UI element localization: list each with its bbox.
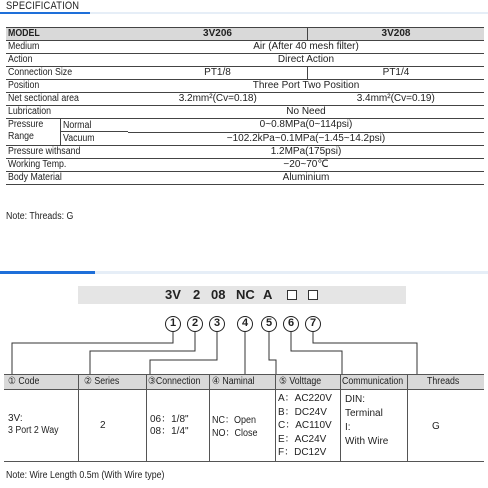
- header-connection: ③Connection: [148, 376, 201, 387]
- code-circle: 4: [237, 316, 253, 332]
- pressure-range-label-line1: Pressure: [8, 119, 44, 130]
- spec-title: SPECIFICATION: [6, 0, 80, 12]
- code-part-connection: 08: [211, 287, 226, 302]
- header-code: ① Code: [8, 376, 40, 387]
- code-value-line1: 3V:: [8, 413, 23, 424]
- connector-code: [12, 332, 173, 374]
- voltage-option: B：DC24V: [278, 406, 327, 418]
- spec-row-value: −102.2kPa~0.1MPa(−1.45~14.2psi): [128, 132, 484, 146]
- pressure-sub-vacuum: Vacuum: [63, 133, 95, 144]
- communication-option: With Wire: [345, 436, 389, 447]
- spec-row-value: 1.2MPa(175psi): [128, 146, 484, 159]
- spec-row-value-col2: PT1/4: [308, 67, 485, 80]
- connection-option: 08：1/4": [150, 426, 189, 437]
- header-threads: Threads: [427, 376, 460, 387]
- connector-threads: [313, 332, 417, 374]
- naminal-option: NC：Open: [212, 415, 257, 426]
- code-circle: 5: [261, 316, 277, 332]
- voltage-option: C：AC110V: [278, 420, 332, 431]
- pressure-sub-normal: Normal: [63, 120, 92, 131]
- communication-option: I:: [345, 422, 351, 433]
- header-naminal: ④ Naminal: [212, 376, 255, 387]
- col-divider: [340, 374, 341, 462]
- pressure-range-label-line2: Range: [8, 131, 34, 142]
- threads-value: G: [432, 421, 440, 432]
- spec-header-col1: 3V206: [128, 28, 308, 41]
- communication-option: Terminal: [345, 408, 383, 419]
- code-circle: 1: [165, 316, 181, 332]
- voltage-option: F：DC12V: [278, 447, 327, 458]
- code-circle: 6: [283, 316, 299, 332]
- col-divider: [209, 374, 210, 462]
- code-value-line2: 3 Port 2 Way: [8, 425, 59, 436]
- threads-note: Note: Threads: G: [6, 211, 74, 222]
- voltage-option: E：AC24V: [278, 433, 327, 445]
- spec-row-value-col1: 3.2mm²(Cv=0.18): [128, 93, 308, 106]
- spec-row-value: Three Port Two Position: [128, 80, 484, 93]
- spec-row-value: −20~70℃: [128, 159, 484, 172]
- options-bottom-line: [4, 461, 484, 462]
- spec-row-value: Aluminium: [128, 172, 484, 185]
- spec-header-label: MODEL: [8, 28, 40, 39]
- spec-row-value: No Need: [128, 106, 484, 119]
- spec-row-label: Connection Size: [8, 67, 73, 78]
- connection-option: 06：1/8": [150, 414, 189, 425]
- col-divider: [146, 374, 147, 462]
- code-part-naminal: NC: [236, 287, 255, 302]
- spec-header-col2: 3V208: [308, 28, 485, 41]
- spec-row-label: Net sectional area: [8, 93, 79, 104]
- spec-row-label: Lubrication: [8, 106, 52, 117]
- spec-row-value: Air (After 40 mesh filter): [128, 41, 484, 54]
- spec-row-value-col2: 3.4mm²(Cv=0.19): [308, 93, 485, 106]
- col-divider: [275, 374, 276, 462]
- spec-row-label: Working Temp.: [8, 159, 67, 170]
- spec-row-value-col1: PT1/8: [128, 67, 308, 80]
- code-part-series: 2: [193, 287, 201, 302]
- code-circle: 2: [187, 316, 203, 332]
- spec-row-value: Direct Action: [128, 54, 484, 67]
- code-circle: 3: [209, 316, 225, 332]
- spec-row-label: Body Material: [8, 172, 62, 183]
- header-voltage: ⑤ Volttage: [279, 376, 322, 387]
- communication-option: DIN:: [345, 394, 365, 405]
- connector-connection: [150, 332, 217, 374]
- connector-voltage: [269, 332, 276, 374]
- code-part-voltage: A: [263, 287, 273, 302]
- wire-length-note: Note: Wire Length 0.5m (With Wire type): [6, 470, 165, 481]
- voltage-option: A：AC220V: [278, 393, 332, 404]
- spec-row-value: 0~0.8MPa(0~114psi): [128, 119, 484, 133]
- col-divider: [78, 374, 79, 462]
- code-part-series-prefix: 3V: [165, 287, 181, 302]
- naminal-option: NO：Close: [212, 428, 258, 439]
- spec-row-label: Medium: [8, 41, 40, 52]
- header-communication: Communication: [342, 376, 404, 387]
- connector-series: [90, 332, 195, 374]
- header-series: ② Series: [84, 376, 120, 387]
- spec-row-label: Pressure withsand: [8, 146, 81, 157]
- spec-row-label: Position: [8, 80, 40, 91]
- series-value: 2: [100, 420, 106, 431]
- connector-communication: [291, 332, 342, 374]
- code-circle: 7: [305, 316, 321, 332]
- spec-row-label: Action: [8, 54, 33, 65]
